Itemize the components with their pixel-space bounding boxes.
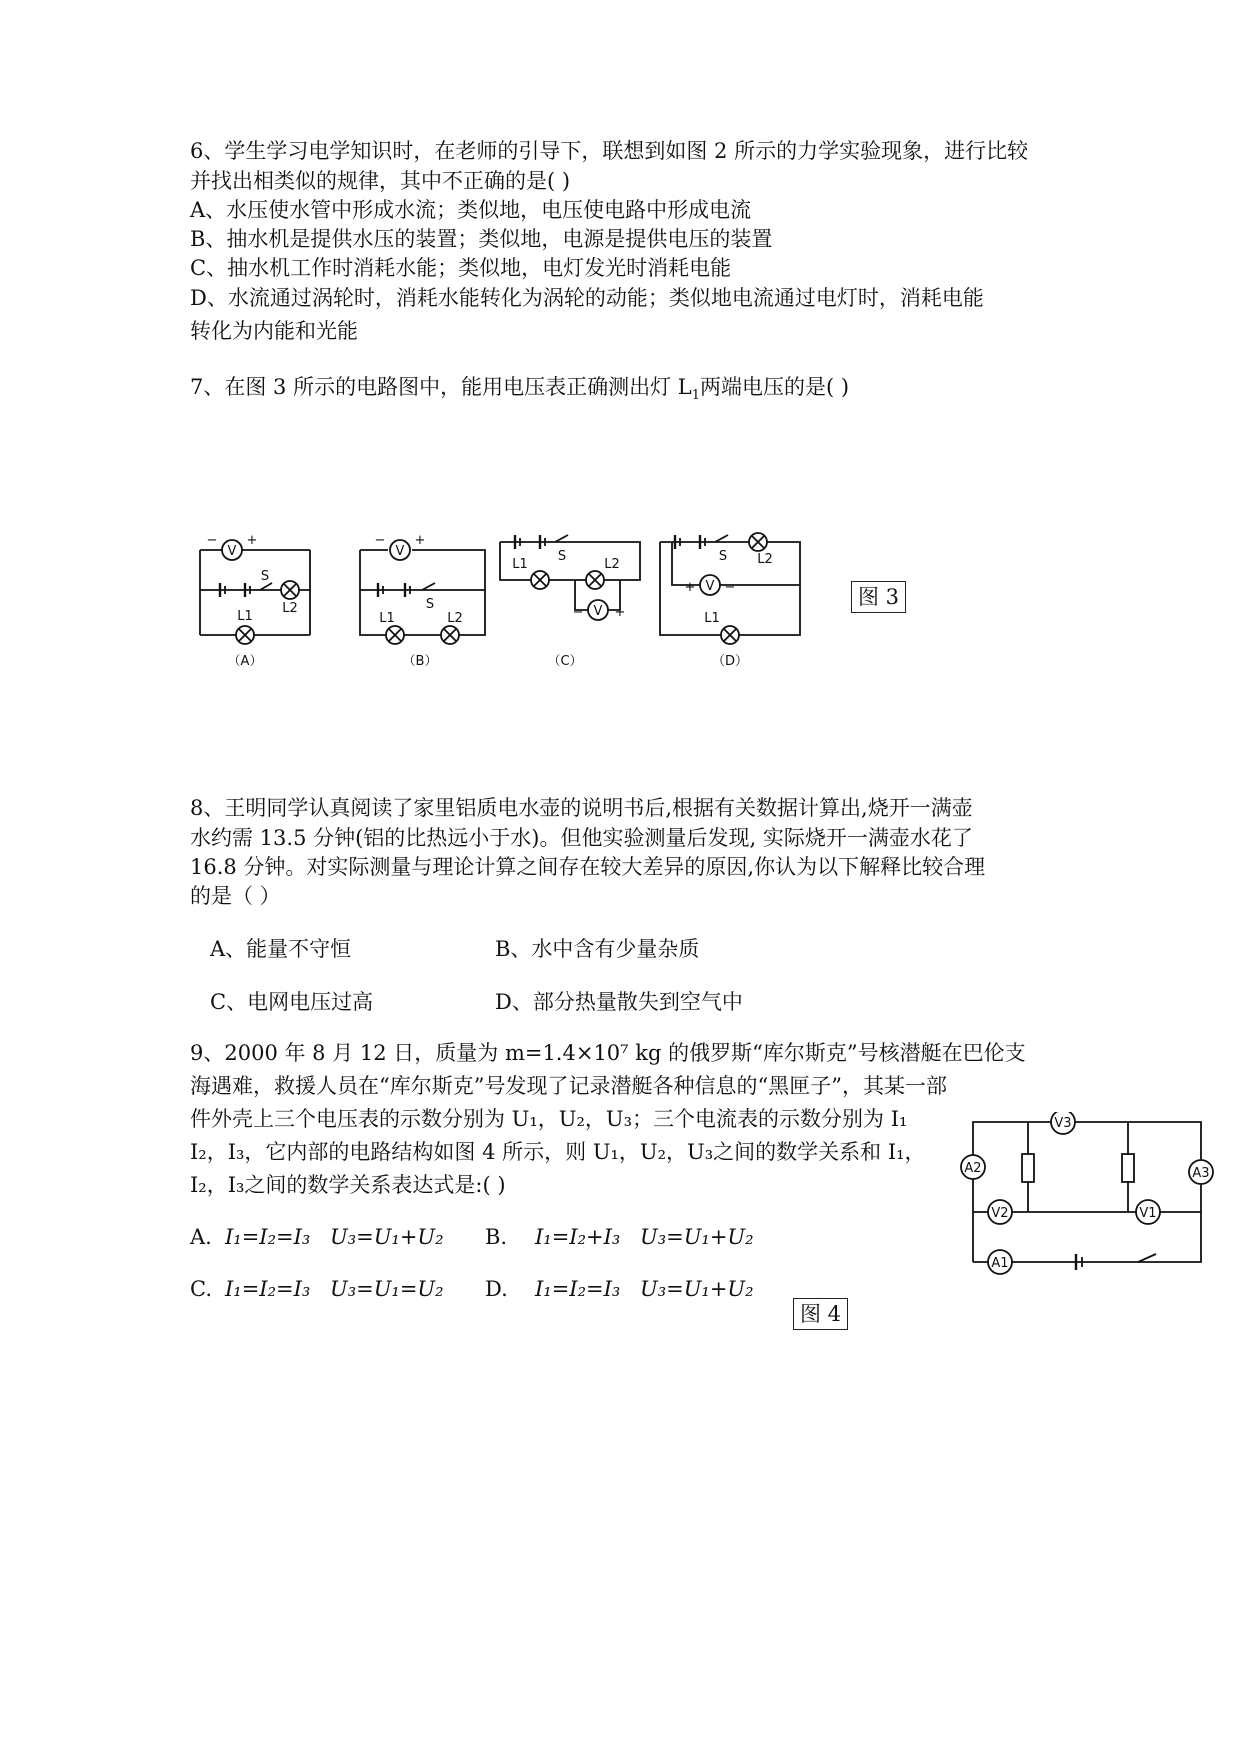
circuit-c-l2-label: L2 (604, 557, 620, 572)
circuit-b (360, 540, 485, 644)
figure-3-label: 图 3 (851, 581, 906, 613)
q9-option-d-u: U₃=U₁+U₂ (640, 1277, 754, 1301)
q9-line-4: I₂，I₃，它内部的电路结构如图 4 所示，则 U₁，U₂，U₃之间的数学关系和 I₁， (190, 1140, 926, 1164)
circuit-c-caption: （C） (547, 654, 583, 669)
q9-option-d-label: D. (485, 1277, 508, 1301)
q6-option-a: A、水压使水管中形成水流；类似地，电压使电路中形成电流 (190, 198, 752, 222)
q6-option-c: C、抽水机工作时消耗水能；类似地，电灯发光时消耗电能 (190, 256, 732, 280)
q9-option-a-label: A. (190, 1225, 212, 1249)
q9-line-1: 9、2000 年 8 月 12 日，质量为 m=1.4×10⁷ kg 的俄罗斯“库尔斯克”号核潜艇在巴伦支 (190, 1041, 1026, 1065)
circuit-b-l1-label: L1 (379, 611, 395, 626)
q9-option-a-u: U₃=U₁+U₂ (330, 1225, 444, 1249)
q9-option-b-label: B. (485, 1225, 508, 1249)
meter-v1-label: V1 (1139, 1206, 1157, 1221)
circuit-a (200, 540, 310, 644)
q7-stem (190, 372, 849, 411)
q6-option-d-cont: 转化为内能和光能 (190, 319, 358, 343)
q8-option-a: A、能量不守恒 (210, 937, 352, 961)
q9-line-5: I₂，I₃之间的数学关系表达式是:( ) (190, 1173, 506, 1197)
circuit-a-plus: + (246, 533, 258, 548)
circuit-a-v-label: V (227, 544, 237, 559)
circuit-a-l1-label: L1 (237, 609, 253, 624)
meter-a2-label: A2 (964, 1161, 982, 1176)
q7-stem-post: 两端电压的是( ) (699, 375, 850, 399)
meter-a1-label: A1 (991, 1256, 1009, 1271)
q6-line-1: 6、学生学习电学知识时，在老师的引导下，联想到如图 2 所示的力学实验现象，进行比较 (190, 139, 1029, 163)
circuit-b-caption: （B） (402, 654, 438, 669)
circuit-a-caption: （A） (227, 654, 263, 669)
circuit-b-minus: − (374, 533, 386, 548)
circuit-c-plus: + (614, 605, 626, 620)
q7-stem-pre: 7、在图 3 所示的电路图中，能用电压表正确测出灯 L (190, 375, 692, 399)
circuit-b-v-label: V (395, 544, 405, 559)
meter-a3-label: A3 (1192, 1166, 1210, 1181)
circuit-d-l1-label: L1 (704, 611, 720, 626)
circuit-c-minus: − (572, 605, 584, 620)
q8-line-3: 16.8 分钟。对实际测量与理论计算之间存在较大差异的原因,你认为以下解释比较合理 (190, 855, 986, 879)
q9-option-c-u: U₃=U₁=U₂ (330, 1277, 444, 1301)
q8-line-2: 水约需 13.5 分钟(铝的比热远小于水)。但他实验测量后发现, 实际烧开一满壶水花了 (190, 826, 973, 850)
circuit-d-caption: （D） (711, 654, 749, 669)
meter-v2-label: V2 (991, 1206, 1009, 1221)
circuit-d-v-label: V (705, 579, 715, 594)
figure-4-circuit (958, 1112, 1218, 1297)
circuit-a-s-label: S (260, 569, 270, 584)
q9-option-a-i: I₁=I₂=I₃ (225, 1225, 311, 1249)
circuit-b-plus: + (414, 533, 426, 548)
q8-line-1: 8、王明同学认真阅读了家里铝质电水壶的说明书后,根据有关数据计算出,烧开一满壶 (190, 796, 973, 820)
circuit-d-minus: − (724, 580, 736, 595)
circuit-b-l2-label: L2 (447, 611, 463, 626)
meter-v3-label: V3 (1054, 1116, 1072, 1131)
q6-option-b: B、抽水机是提供水压的装置；类似地，电源是提供电压的装置 (190, 227, 773, 251)
circuit-c-v-label: V (593, 604, 603, 619)
q9-option-b-u: U₃=U₁+U₂ (640, 1225, 754, 1249)
q8-option-b: B、水中含有少量杂质 (495, 937, 700, 961)
circuit-d-plus: + (684, 580, 696, 595)
q9-option-b-i: I₁=I₂+I₃ (535, 1225, 621, 1249)
q8-line-4: 的是（ ） (190, 884, 281, 908)
circuit-c-l1-label: L1 (512, 557, 528, 572)
circuit-b-s-label: S (425, 597, 435, 612)
q9-option-c-label: C. (190, 1277, 212, 1301)
circuit-c-s-label: S (557, 549, 567, 564)
circuit-d-s-label: S (718, 549, 728, 564)
q7-stem-sub: 1 (691, 388, 700, 404)
q9-line-3: 件外壳上三个电压表的示数分别为 U₁，U₂，U₃；三个电流表的示数分别为 I₁ (190, 1107, 908, 1131)
q8-option-d: D、部分热量散失到空气中 (495, 990, 743, 1014)
circuit-d-l2-label: L2 (757, 552, 773, 567)
figure-3-circuits (190, 530, 910, 690)
q8-option-c: C、电网电压过高 (210, 990, 374, 1014)
circuit-a-l2-label: L2 (282, 601, 298, 616)
q6-option-d: D、水流通过涡轮时，消耗水能转化为涡轮的动能；类似地电流通过电灯时，消耗电能 (190, 286, 984, 310)
q9-option-c-i: I₁=I₂=I₃ (225, 1277, 311, 1301)
figure-4-label: 图 4 (793, 1298, 848, 1330)
q6-line-2: 并找出相类似的规律，其中不正确的是( ) (190, 169, 571, 193)
circuit-a-minus: − (206, 533, 218, 548)
q9-option-d-i: I₁=I₂=I₃ (535, 1277, 621, 1301)
q9-line-2: 海遇难，救援人员在“库尔斯克”号发现了记录潜艇各种信息的“黑匣子”，其某一部 (190, 1074, 947, 1098)
